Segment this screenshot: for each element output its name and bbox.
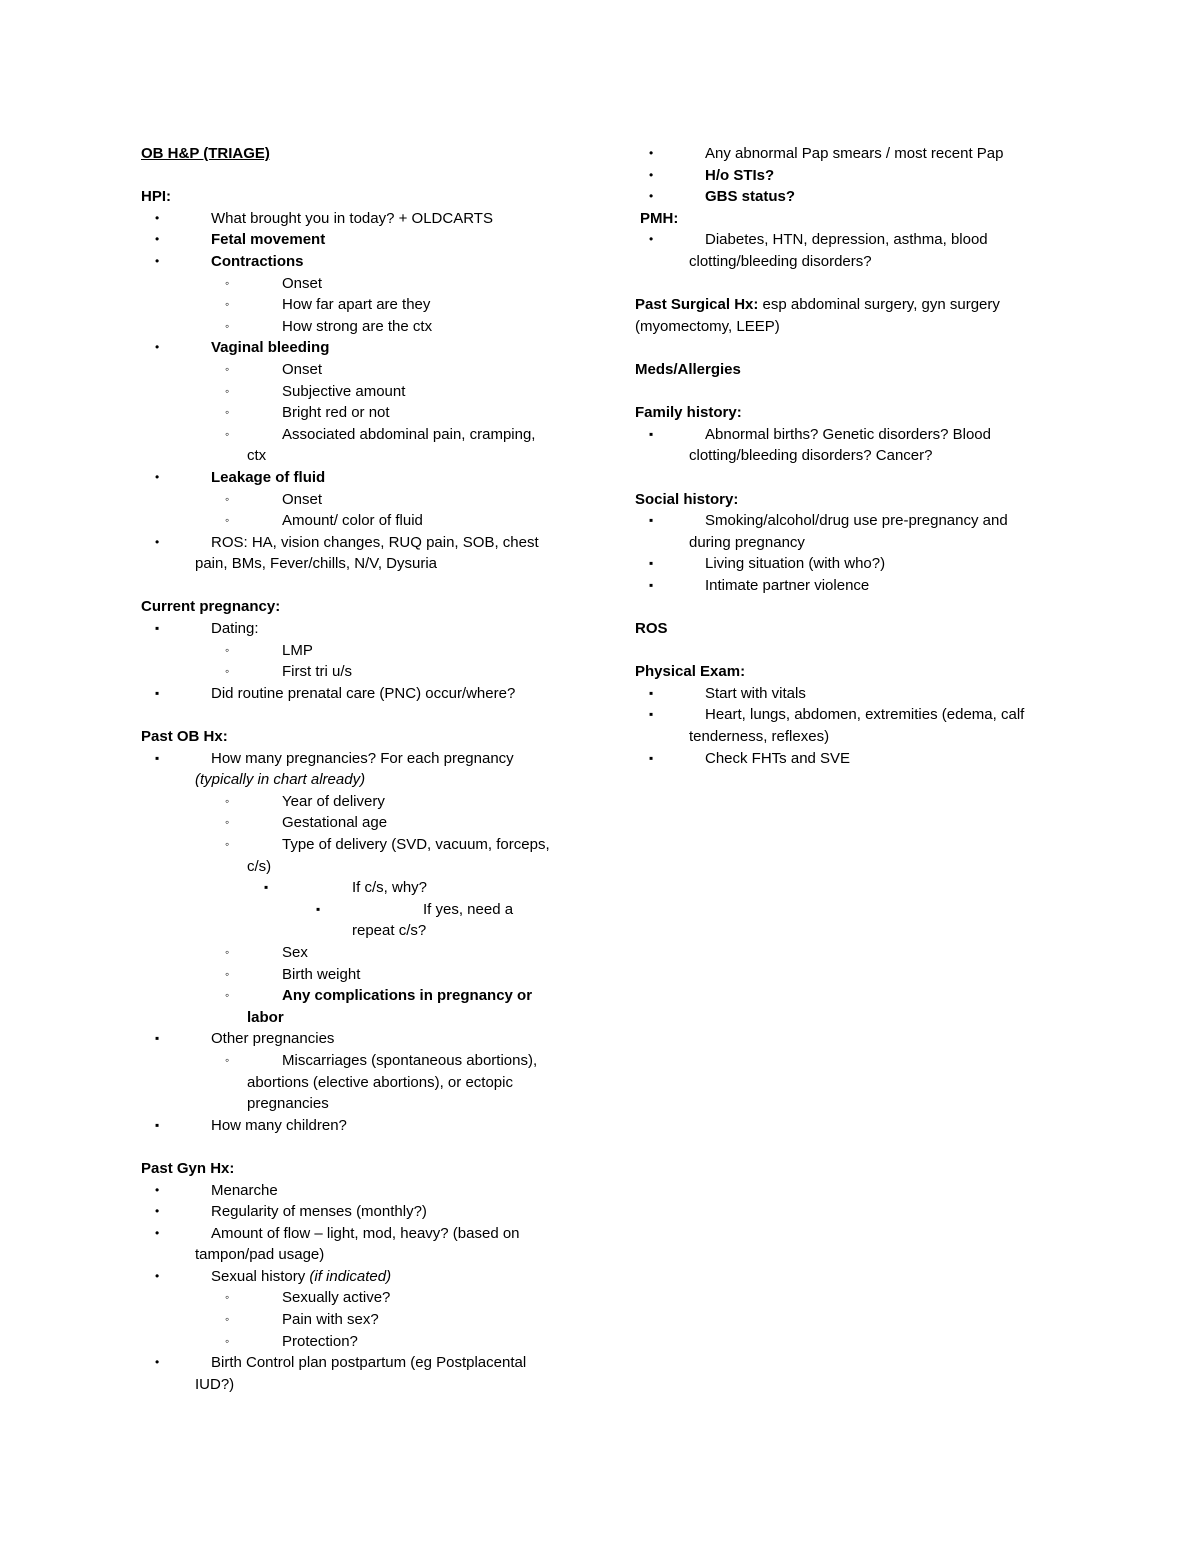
list-item-text: How many pregnancies? For each pregnancy [211, 749, 514, 767]
list-item [141, 1266, 581, 1288]
bullet-marker: ◦ [225, 1312, 230, 1327]
bullet-marker: ▪ [155, 621, 160, 636]
list-item-text: Miscarriages (spontaneous abortions), [282, 1051, 538, 1069]
list-item-text: H/o STIs? [705, 166, 775, 184]
list-item [141, 229, 581, 251]
bullet-marker: ▪ [649, 426, 654, 441]
list-item-text: c/s) [247, 857, 272, 875]
list-item [141, 1050, 581, 1072]
bullet-marker: ◦ [225, 383, 230, 398]
list-item-continuation [141, 1072, 581, 1094]
list-item-continuation [141, 445, 581, 467]
list-item-text: Vaginal bleeding [211, 339, 330, 357]
list-item-text: How far apart are they [282, 296, 431, 314]
document-title: OB H&P (TRIAGE) [141, 145, 270, 162]
list-item-text: Year of delivery [282, 792, 385, 810]
list-item [635, 424, 1075, 446]
right-column [635, 143, 1075, 769]
bullet-marker: ▪ [649, 556, 654, 571]
list-item [635, 294, 1075, 316]
list-item [141, 1352, 581, 1374]
list-item-continuation [141, 1374, 581, 1396]
list-item-text: labor [247, 1008, 284, 1026]
list-item [141, 791, 581, 813]
list-item-text: What brought you in today? + OLDCARTS [211, 209, 493, 227]
list-item-text: LMP [282, 641, 313, 659]
list-item-text: IUD?) [195, 1375, 235, 1393]
list-item-text: Leakage of fluid [211, 468, 326, 486]
bullet-marker: ◦ [225, 318, 230, 333]
list-item-text: Any complications in pregnancy or [282, 987, 533, 1005]
spacer [635, 640, 1075, 662]
list-item-text: tenderness, reflexes) [689, 728, 830, 746]
list-item [141, 294, 581, 316]
list-item-text: Intimate partner violence [705, 576, 870, 594]
list-item-text: Contractions [211, 252, 304, 270]
list-item-text: Diabetes, HTN, depression, asthma, blood [705, 231, 988, 249]
list-item [141, 273, 581, 295]
list-item-suffix: (if indicated) [309, 1267, 392, 1285]
list-item-text: Sex [282, 943, 308, 961]
list-item [635, 186, 1075, 208]
section-heading: Family history: [635, 404, 742, 422]
spacer [635, 381, 1075, 403]
bullet-marker: ◦ [225, 1290, 230, 1305]
list-item-text: tampon/pad usage) [195, 1246, 325, 1264]
bullet-marker: • [649, 167, 654, 182]
left-column-content [141, 186, 581, 1395]
bullet-marker: ▪ [649, 750, 654, 765]
list-item-text: clotting/bleeding disorders? Cancer? [689, 447, 933, 465]
bullet-marker: ◦ [225, 1333, 230, 1348]
list-item-text: clotting/bleeding disorders? [689, 252, 872, 270]
bullet-marker: • [155, 1268, 160, 1283]
bullet-marker: • [155, 1204, 160, 1219]
list-item-text: Regularity of menses (monthly?) [211, 1203, 427, 1221]
right-column-content [635, 143, 1075, 769]
bullet-marker: ◦ [225, 815, 230, 830]
list-item [141, 251, 581, 273]
list-item [141, 834, 581, 856]
list-item-text: Smoking/alcohol/drug use pre-pregnancy and [705, 512, 1008, 530]
list-item [635, 165, 1075, 187]
list-item [141, 532, 581, 554]
list-item [141, 661, 581, 683]
bullet-marker: • [155, 340, 160, 355]
bullet-marker: ◦ [225, 513, 230, 528]
list-item [141, 942, 581, 964]
list-item [141, 424, 581, 446]
list-item [141, 618, 581, 640]
list-item [141, 1223, 581, 1245]
bullet-marker: • [155, 1225, 160, 1240]
list-item [141, 489, 581, 511]
section-heading: Social history: [635, 490, 739, 508]
list-item-continuation [141, 1093, 581, 1115]
list-item-continuation [141, 1244, 581, 1266]
list-item-text: Menarche [211, 1181, 278, 1199]
bullet-marker: • [649, 146, 654, 160]
list-item-continuation [141, 553, 581, 575]
list-item [141, 899, 581, 921]
list-item [141, 1331, 581, 1353]
bullet-marker: ◦ [225, 793, 230, 808]
bullet-marker: ▪ [155, 685, 160, 700]
list-item-text: Past Surgical Hx: [635, 296, 759, 314]
list-item [141, 748, 581, 770]
list-item-text: GBS status? [705, 188, 796, 206]
list-item [141, 510, 581, 532]
bullet-marker: ◦ [225, 405, 230, 420]
bullet-marker: ◦ [225, 426, 230, 441]
bullet-marker: ▪ [264, 880, 269, 895]
list-item-text: How strong are the ctx [282, 317, 433, 335]
spacer [141, 575, 581, 597]
list-item [141, 337, 581, 359]
list-item [141, 316, 581, 338]
bullet-marker: ◦ [225, 1052, 230, 1067]
list-item-text: Living situation (with who?) [705, 555, 886, 573]
list-item-continuation [635, 726, 1075, 748]
list-item [141, 1309, 581, 1331]
section-heading: Past OB Hx: [141, 728, 228, 746]
list-item-text: How many children? [211, 1116, 347, 1134]
bullet-marker: ◦ [225, 297, 230, 312]
list-item-continuation [141, 769, 581, 791]
list-item-text: If c/s, why? [352, 879, 428, 897]
bullet-marker: ▪ [155, 1117, 160, 1132]
section-heading: Meds/Allergies [635, 360, 741, 378]
list-item-continuation [141, 1007, 581, 1029]
bullet-marker: ◦ [225, 944, 230, 959]
bullet-marker: • [155, 534, 160, 549]
list-item [635, 575, 1075, 597]
bullet-marker: ◦ [225, 664, 230, 679]
list-item-text: Sexually active? [282, 1289, 391, 1307]
list-item [635, 748, 1075, 770]
bullet-marker: ◦ [225, 966, 230, 981]
bullet-marker: • [155, 469, 160, 484]
list-item [635, 704, 1075, 726]
list-item-text: Sexual history [211, 1267, 310, 1285]
list-item [635, 229, 1075, 251]
list-item [141, 1028, 581, 1050]
list-item-text: Type of delivery (SVD, vacuum, forceps, [282, 836, 550, 853]
list-item-text: Amount/ color of fluid [282, 512, 423, 530]
list-item-text: (myomectomy, LEEP) [635, 317, 780, 335]
list-item [141, 812, 581, 834]
list-item-text: pregnancies [247, 1095, 329, 1113]
list-item [141, 640, 581, 662]
list-item [141, 208, 581, 230]
section-heading: Current pregnancy: [141, 598, 281, 616]
list-item [141, 359, 581, 381]
list-item-text: Amount of flow – light, mod, heavy? (based on [211, 1224, 520, 1242]
bullet-marker: • [155, 210, 160, 225]
list-item [141, 683, 581, 705]
list-item [635, 553, 1075, 575]
list-item-suffix: esp abdominal surgery, gyn surgery [758, 296, 1000, 314]
list-item-text: Heart, lungs, abdomen, extremities (edema, calf [705, 706, 1025, 724]
spacer [635, 596, 1075, 618]
section-heading: ROS [635, 620, 668, 638]
bullet-marker: • [649, 189, 654, 204]
bullet-marker: • [649, 232, 654, 247]
list-item-text: ROS: HA, vision changes, RUQ pain, SOB, chest [211, 533, 539, 551]
list-item-text: Birth weight [282, 965, 361, 983]
spacer [141, 1136, 581, 1158]
section-heading: HPI: [141, 188, 171, 206]
list-item-text: Protection? [282, 1332, 358, 1350]
bullet-marker: ▪ [155, 750, 160, 765]
list-item-text: Other pregnancies [211, 1030, 335, 1048]
list-item-text: Onset [282, 274, 323, 292]
list-item [141, 1201, 581, 1223]
bullet-marker: ◦ [225, 491, 230, 506]
list-item-text: Birth Control plan postpartum (eg Postplacental [211, 1354, 527, 1372]
list-item-text: Gestational age [282, 814, 388, 832]
bullet-marker: • [155, 1182, 160, 1197]
bullet-marker: ◦ [225, 837, 230, 851]
list-item-text: (typically in chart already) [195, 771, 366, 789]
list-item [635, 683, 1075, 705]
bullet-marker: • [155, 232, 160, 247]
bullet-marker: ▪ [316, 901, 321, 916]
spacer [141, 165, 581, 187]
list-item-text: Abnormal births? Genetic disorders? Blood [705, 425, 991, 443]
section-heading: PMH: [640, 209, 679, 227]
bullet-marker: ▪ [649, 577, 654, 592]
left-column [141, 143, 581, 1395]
list-item-text: First tri u/s [282, 663, 352, 681]
spacer [635, 337, 1075, 359]
section-heading: Physical Exam: [635, 663, 746, 681]
bullet-marker: ◦ [225, 642, 230, 657]
list-item-text: Onset [282, 360, 323, 378]
bullet-marker: • [155, 1355, 160, 1370]
list-item-text: Check FHTs and SVE [705, 749, 851, 767]
list-item [141, 1287, 581, 1309]
spacer [635, 467, 1075, 489]
list-item-text: Associated abdominal pain, cramping, [282, 425, 536, 443]
list-item-text: Bright red or not [282, 404, 390, 422]
bullet-marker: • [155, 253, 160, 268]
list-item-text: during pregnancy [689, 533, 805, 551]
list-item-continuation [141, 856, 581, 878]
list-item-text: Subjective amount [282, 382, 406, 400]
list-item-text: Fetal movement [211, 231, 326, 249]
list-item-continuation [141, 920, 581, 942]
list-item-text: Start with vitals [705, 684, 806, 702]
list-item-text: If yes, need a [423, 900, 514, 918]
list-item-text: ctx [247, 447, 267, 465]
bullet-marker: ▪ [155, 1031, 160, 1046]
list-item [141, 1115, 581, 1137]
list-item [141, 877, 581, 899]
section-heading: Past Gyn Hx: [141, 1159, 235, 1177]
list-item [635, 143, 1075, 165]
list-item-text: Onset [282, 490, 323, 508]
spacer [141, 704, 581, 726]
list-item-text: Dating: [211, 620, 259, 638]
list-item-text: Any abnormal Pap smears / most recent Pap [705, 145, 1004, 162]
list-item-continuation [635, 445, 1075, 467]
list-item [141, 985, 581, 1007]
list-item-continuation [635, 251, 1075, 273]
list-item-text: pain, BMs, Fever/chills, N/V, Dysuria [195, 555, 438, 573]
bullet-marker: ◦ [225, 361, 230, 376]
list-item [141, 467, 581, 489]
bullet-marker: ▪ [649, 685, 654, 700]
bullet-marker: ◦ [225, 275, 230, 290]
list-item [141, 402, 581, 424]
list-item-text: repeat c/s? [352, 922, 427, 940]
list-item-continuation [635, 532, 1075, 554]
list-item [635, 510, 1075, 532]
list-item [141, 381, 581, 403]
bullet-marker: ◦ [225, 988, 230, 1003]
bullet-marker: ▪ [649, 513, 654, 528]
list-item-text: abortions (elective abortions), or ectopic [247, 1073, 513, 1091]
spacer [635, 273, 1075, 295]
list-item-text: Did routine prenatal care (PNC) occur/where? [211, 684, 516, 702]
list-item [141, 1180, 581, 1202]
list-item [141, 964, 581, 986]
list-item-text: Pain with sex? [282, 1311, 379, 1329]
bullet-marker: ▪ [649, 707, 654, 722]
list-item-continuation [635, 316, 1075, 338]
